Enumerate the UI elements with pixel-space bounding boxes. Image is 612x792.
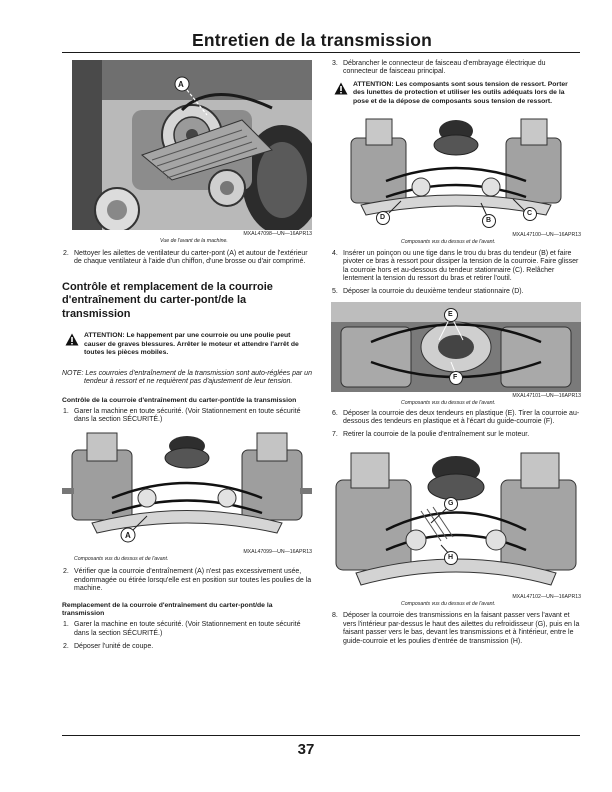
figure-code: MXAL47102—UN—16APR13 [512,594,581,601]
step-item [62,408,312,425]
figure-caption: Composants vus du dessus et de l'avant. [401,239,496,246]
step-item [62,621,312,638]
figure-code: MXAL47099—UN—16APR13 [243,549,312,556]
step-number: 1. [63,621,69,629]
callout-g: G [448,500,454,508]
step-item [62,568,312,593]
figure-caption: Vue de l'avant de la machine. [160,238,228,244]
figure-fan-fins [72,60,312,244]
step-item [331,60,581,77]
step-text: Garer la machine en toute sécurité. (Voir Stationnement en toute sécurité dans la section SÉCURITÉ.) [74,621,301,637]
subsection-heading: Remplacement de la courroie d'entraînement du carter-pont/de la transmission [62,601,273,617]
callout-a: A [125,531,131,541]
step-item [62,643,312,651]
callout-d: D [380,214,386,222]
figure-caption: Composants vus du dessus et de l'avant. [401,400,496,407]
callout-f: F [453,374,458,382]
illustration-belt-removal [331,445,581,593]
step-text: Insérer un poinçon ou une tige dans le trou du bras du tendeur (B) et faire pivoter ce bras à ressort pour dissiper la tension de la courroie. Faire glisser la courroie hors et au-dessous du tendeur stationnaire (C). Relâcher lentement la tension du ressort du bras et retirer l'outil. [343,250,579,283]
page-title: Entretien de la transmission [192,30,432,50]
step-text: Déposer la courroie des deux tendeurs en plastique (E). Tirer la courroie au-dessous des tendeurs en plastique et à l'écart du guide-courroie (F). [343,410,580,426]
callout-e: E [448,311,453,319]
warning-block [331,81,581,106]
section-heading: Contrôle et remplacement de la courroie d'entraînement du carter-pont/de la transmission [62,280,273,320]
step-item [331,612,581,646]
step-text: Nettoyer les ailettes de ventilateur du carter-pont (A) et autour de l'extérieur de chaque ventilateur à l'aide d'un chiffon, d'une brosse ou d'air comprimé. [74,250,308,266]
step-number: 2. [63,250,69,257]
step-number: 8. [332,612,338,620]
callout-h: H [448,554,454,562]
step-item [62,250,312,267]
step-text: Déposer la courroie du deuxième tendeur stationnaire (D). [343,287,524,295]
step-text: Déposer l'unité de coupe. [74,643,154,651]
warning-icon [334,82,348,98]
callout-b: B [486,217,492,225]
step-number: 6. [332,410,338,418]
left-column [62,60,312,651]
figure-belt-check [62,428,312,562]
step-item [331,431,581,439]
step-item [331,250,581,284]
note-block: NOTE: Les courroies d'entraînement de la transmission sont auto-réglées par un tendeur à ressort et ne requièrent pas d'ajustement de leur tension. [62,369,312,385]
step-text: Débrancher le connecteur de faisceau d'embrayage électrique du connecteur de faisceau principal. [343,60,546,76]
figure-belt-removal [331,445,581,607]
step-item [331,410,581,427]
footer-rule [62,735,580,736]
figure-caption: Composants vus du dessus et de l'avant. [74,556,169,563]
figure-tensioner [331,113,581,245]
warning-text: ATTENTION: Le happement par une courroie ou une poulie peut causer de graves blessures. Arrêter le moteur et attendre l'arrêt de toutes les pièces mobiles. [84,332,299,357]
step-number: 2. [63,568,69,576]
figure-caption: Composants vus du dessus et de l'avant. [401,601,496,608]
step-number: 5. [332,287,338,295]
step-number: 1. [63,407,69,415]
subsection-heading: Contrôle de la courroie d'entraînement du carter-pont/de la transmission [62,397,297,405]
step-text: Retirer la courroie de la poulie d'entraînement sur le moteur. [343,430,530,438]
figure-plastic-tensioners [331,302,581,406]
step-text: Vérifier que la courroie d'entraînement (A) n'est pas excessivement usée, endommagée ou étirée lorsqu'elle est en position sur toutes les poulies de la machine. [74,568,312,593]
step-number: 3. [332,60,338,67]
step-item [331,288,581,296]
callout-a: A [178,80,184,89]
figure-code: MXAL47098—UN—16APR13 [243,231,312,237]
step-text: Déposer la courroie des transmissions en la faisant passer vers l'avant et vers l'intérieur par-dessus le haut des ailettes du refroidisseur (G), puis en la faisant passer vers le bas, devant les transmissions et à l'intérieur, entre le guide-courroie et les poulies d'entrée de transmission (H). [343,612,580,645]
step-number: 4. [332,250,338,258]
step-number: 7. [332,430,338,438]
right-column [331,60,581,646]
step-number: 2. [63,643,69,651]
illustration-tensioner-top [331,113,581,231]
step-text: Garer la machine en toute sécurité. (Voir Stationnement en toute sécurité dans la section SÉCURITÉ.) [74,407,301,424]
illustration-transaxle-front [72,60,312,230]
figure-code: MXAL47100—UN—16APR13 [512,232,581,239]
warning-block [62,332,312,357]
warning-text: ATTENTION: Les composants sont sous tension de ressort. Porter des lunettes de protection et utiliser les outils adéquats lors de la pose et de la dépose de composants sous tension de ressort. [353,80,568,105]
figure-code: MXAL47101—UN—16APR13 [512,393,581,400]
illustration-transmissions-top [62,428,312,548]
callout-c: C [527,210,533,218]
warning-icon [65,333,79,349]
header-rule [62,52,580,53]
page-number: 37 [297,741,315,758]
